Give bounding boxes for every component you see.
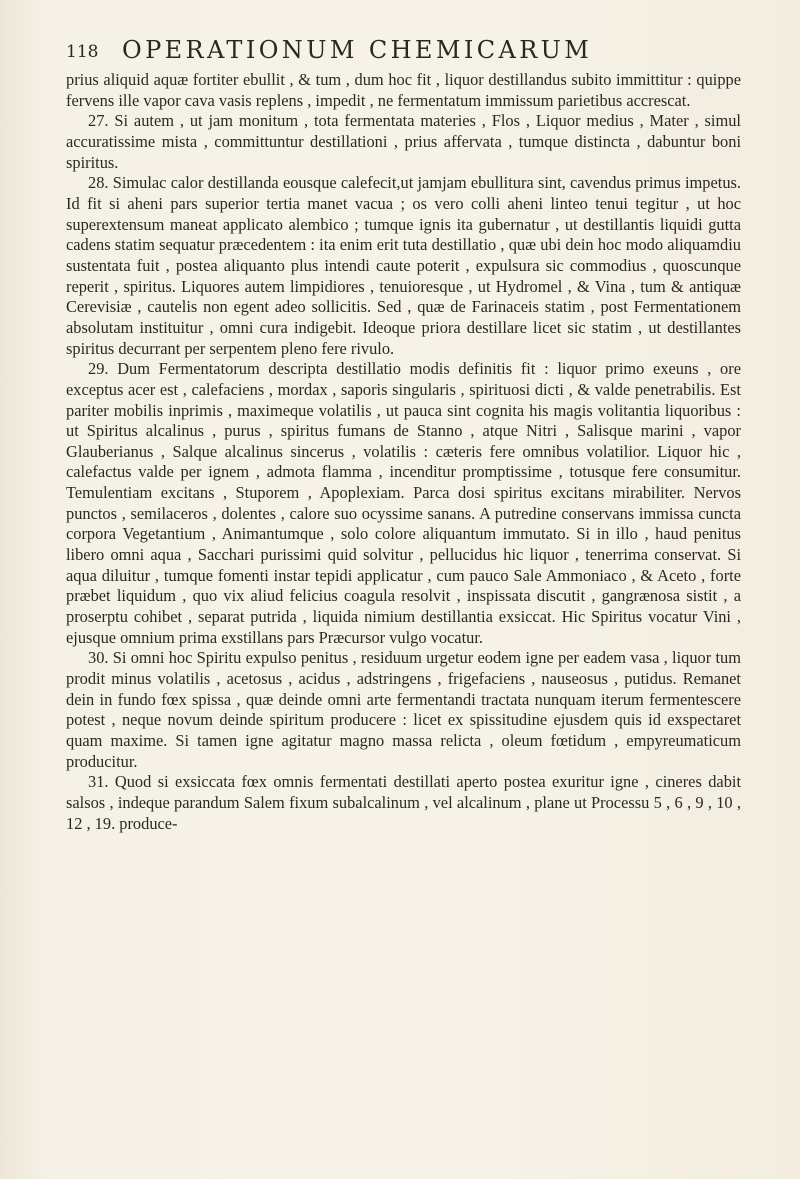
paragraph-28: 28. Simulac calor destillanda eousque calefecit,ut jamjam ebullitura sint, cavendus primus impetus. Id fit si aheni pars superior tertia manet vacua ; os vero colli aheni linteo tenui tegitur , ut hoc superextensum maneat applicato alembico ; tumque ignis ita gubernatur , ut destillantis liquidi gutta cadens statim sequatur præcedentem : ita enim erit tuta destillatio , quæ ubi dein hoc modo aliquamdiu sustentata fuit , postea aliquanto plus intendi caute poterit , expulsura sic commodius , quoscunque reperit , spiritus. Liquores autem limpidiores , tenuioresque , ut Hydromel , & Vina , tum & antiquæ Cerevisiæ , cautelis non egent adeo sollicitis. Sed , quæ de Farinaceis statim , post Fermentationem absolutam instituitur , omni cura indigebit. Ideoque priora destillare licet sic statim , ut destillantes spiritus decurrant per serpentem pleno fere rivulo. [66, 173, 741, 358]
page-number: 118 [66, 42, 99, 62]
body-text [66, 70, 741, 834]
paragraph-27: 27. Si autem , ut jam monitum , tota fermentata materies , Flos , Liquor medius , Mater , simul accuratissime mista , committuntur destillationi , prius affervata , tumque distincta , dabuntur boni spiritus. [66, 111, 741, 172]
paragraph-30: 30. Si omni hoc Spiritu expulso penitus , residuum urgetur eodem igne per eadem vasa , liquor tum prodit minus volatilis , acetosus , acidus , adstringens , frigefaciens , nauseosus , putidus. Remanet dein in fundo fœx spissa , quæ deinde omni arte fermentandi tractata nunquam iterum fermentescere potest , neque novum deinde spiritum producere : licet ex spissitudine ejusdem quis id exspectaret quam maxime. Si tamen igne agitatur magno massa relicta , oleum fœtidum , empyreumaticum producitur. [66, 648, 741, 771]
paragraph-31: 31. Quod si exsiccata fœx omnis fermentati destillati aperto postea exuritur igne , cineres dabit salsos , indeque parandum Salem fixum subalcalinum , vel alcalinum , plane ut Processu 5 , 6 , 9 , 10 , 12 , 19. produce- [66, 772, 741, 833]
paragraph-29: 29. Dum Fermentatorum descripta destillatio modis definitis fit : liquor primo exeuns , ore exceptus acer est , calefaciens , mordax , saporis singularis , spirituosi dicti , & valde penetrabilis. Est pariter mobilis inprimis , maximeque volatilis , ut pauca sint cognita his magis volitantia liquoribus : ut Spiritus alcalinus , purus , spiritus fumans de Stanno , atque Nitri , Salisque marini , vapor Glauberianus , Salque alcalinus sincerus , volatilis : cæteris fere omnibus volatilior. Liquor hic , calefactus valde per ignem , admota flamma , incenditur promptissime , totusque fere consumitur. Temulentiam excitans , Stuporem , Apoplexiam. Parca dosi spiritus excitans mirabiliter. Nervos punctos , semilaceros , dolentes , calore suo ocyssime sanans. A putredine conservans immissa cuncta corpora Vegetantium , Animantumque , solo colore aliquantum immutato. Si in illo , haud penitus libero omni aqua , Sacchari purissimi quid solvitur , pellucidus hic liquor , tenerrima conservat. Si aqua diluitur , tumque fomenti instar tepidi applicatur , cum pauco Sale Ammoniaco , & Aceto , forte præbet liquidum , quo vix aliud felicius coagula resolvit , inspissata discutit , gangrænosa sistit , a proserptu cohibet , separat putrida , liquida nimium destillantia exsiccat. Hic Spiritus vocatur Vini , ejusque omnium prima exstillans pars Præcursor vulgo vocatur. [66, 359, 741, 647]
page-header [66, 34, 766, 66]
running-title: OPERATIONUM CHEMICARUM [122, 36, 593, 64]
paragraph-continuation: prius aliquid aquæ fortiter ebullit , & tum , dum hoc fit , liquor destillandus subito immittitur : quippe fervens ille vapor cava vasis replens , impedit , ne fermentatum immissum parietibus accrescat. [66, 70, 741, 110]
